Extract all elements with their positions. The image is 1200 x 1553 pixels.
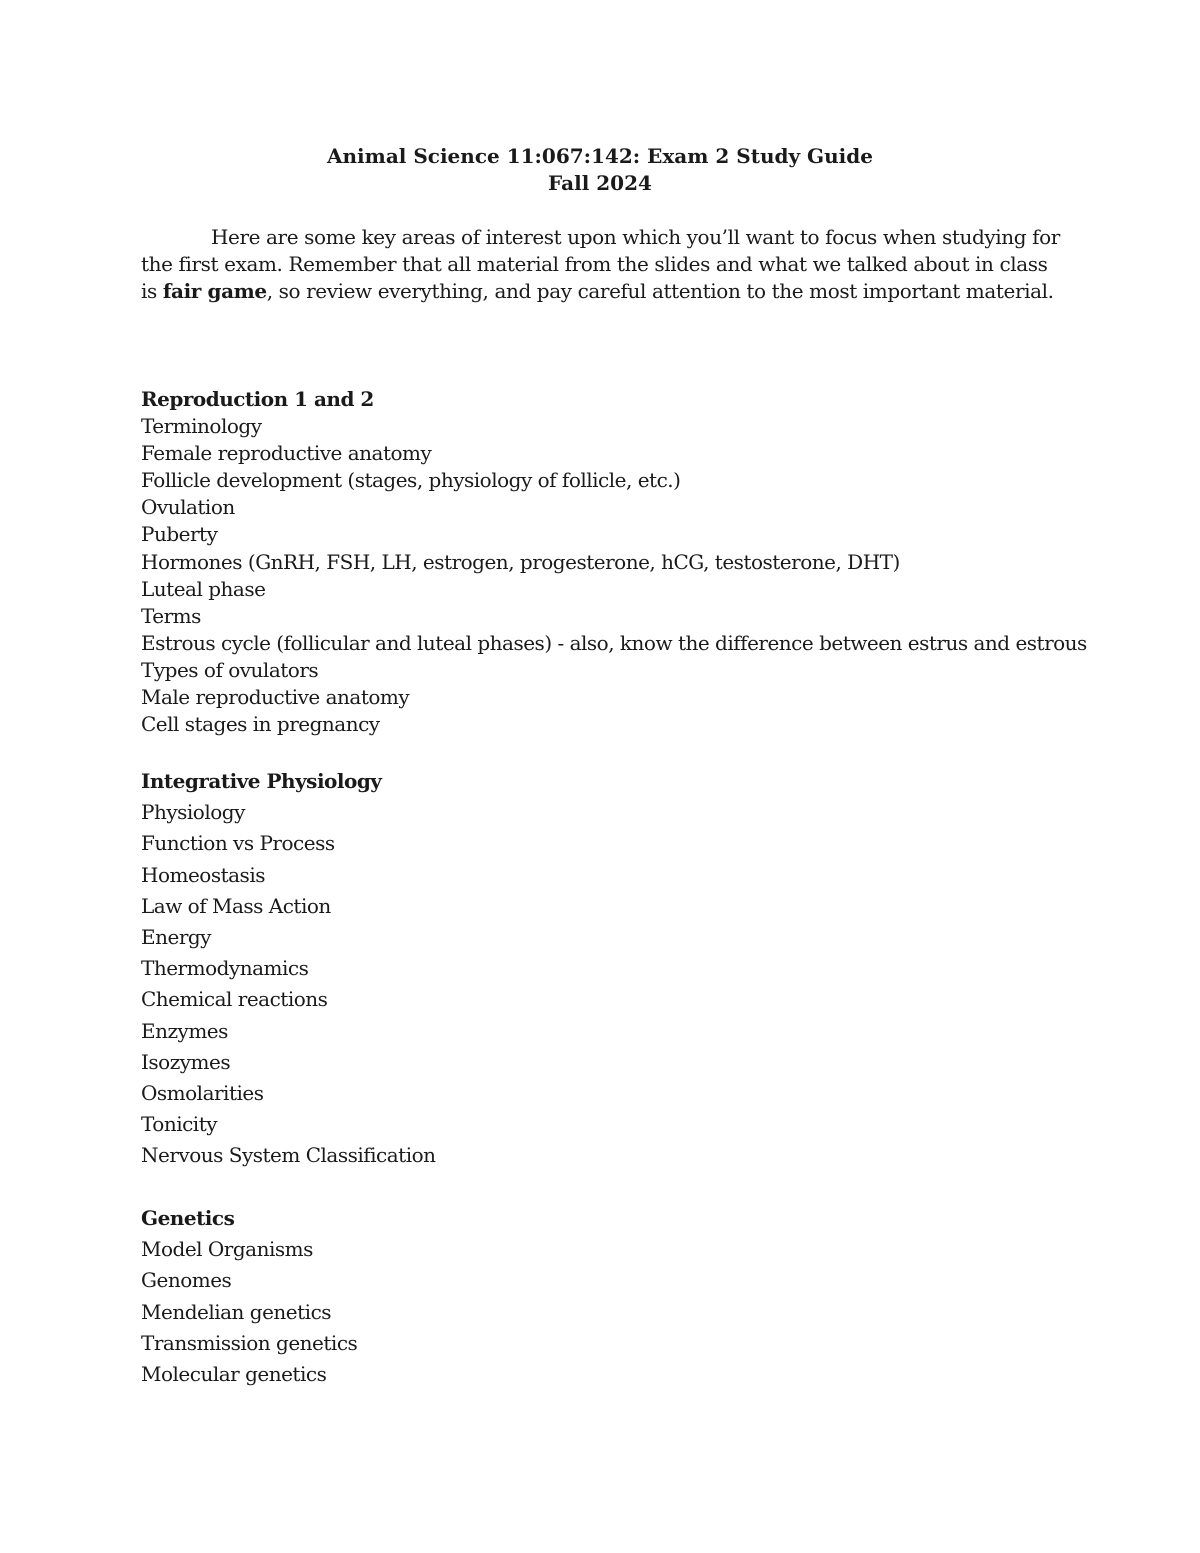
- topic-item: Nervous System Classification: [141, 1143, 436, 1168]
- intro-text-end: , so review everything, and pay careful attention to the most important material.: [266, 279, 1054, 303]
- section-heading: Integrative Physiology: [141, 769, 382, 793]
- topic-item: Terminology: [141, 414, 262, 439]
- topic-item: Tonicity: [141, 1112, 218, 1137]
- section-heading: Genetics: [141, 1206, 235, 1230]
- topic-list: [141, 797, 1101, 1171]
- section-integrative-physiology: [141, 766, 1101, 1172]
- topic-item: Ovulation: [141, 495, 235, 520]
- intro-paragraph: [141, 224, 1061, 305]
- document-title: Animal Science 11:067:142: Exam 2 Study Guide: [327, 144, 873, 168]
- topic-item: Function vs Process: [141, 831, 335, 856]
- topic-item: Puberty: [141, 522, 218, 547]
- topic-item: Molecular genetics: [141, 1362, 327, 1387]
- topic-item: Chemical reactions: [141, 987, 328, 1012]
- document-term: Fall 2024: [548, 171, 652, 195]
- topic-list: [141, 1234, 1101, 1390]
- topic-list: [141, 413, 1101, 738]
- topic-item: Homeostasis: [141, 862, 265, 887]
- section-heading: Reproduction 1 and 2: [141, 387, 374, 411]
- intro-text-start: Here are some key areas of interest upon which you’ll want to focus when studying for the first exam. Remember that all material from the slides and what we talked about in class is: [141, 225, 1060, 303]
- topic-item: Enzymes: [141, 1018, 228, 1043]
- topic-item: Types of ovulators: [141, 657, 319, 682]
- topic-item: Female reproductive anatomy: [141, 441, 432, 466]
- topic-item: Transmission genetics: [141, 1330, 358, 1355]
- topic-item: Model Organisms: [141, 1237, 313, 1262]
- topic-item: Cell stages in pregnancy: [141, 712, 380, 737]
- topic-item: Terms: [141, 603, 201, 628]
- topic-item: Luteal phase: [141, 576, 266, 601]
- intro-emphasis: fair game: [162, 279, 267, 303]
- topic-item: Physiology: [141, 800, 245, 825]
- topic-item: Energy: [141, 925, 211, 950]
- topic-item: Thermodynamics: [141, 956, 309, 981]
- topic-item: Osmolarities: [141, 1081, 264, 1106]
- topic-item: Mendelian genetics: [141, 1299, 332, 1324]
- topic-item: Male reproductive anatomy: [141, 685, 410, 710]
- topic-item: Law of Mass Action: [141, 893, 331, 918]
- topic-item: Isozymes: [141, 1049, 231, 1074]
- section-genetics: [141, 1203, 1101, 1390]
- topic-item: Hormones (GnRH, FSH, LH, estrogen, progesterone, hCG, testosterone, DHT): [141, 549, 900, 574]
- topic-item: Genomes: [141, 1268, 232, 1293]
- section-reproduction: [141, 386, 1101, 738]
- topic-item: Estrous cycle (follicular and luteal phases) - also, know the difference between estrus and estrous: [141, 630, 1087, 655]
- topic-item: Follicle development (stages, physiology of follicle, etc.): [141, 468, 681, 493]
- title-block: [0, 143, 1200, 197]
